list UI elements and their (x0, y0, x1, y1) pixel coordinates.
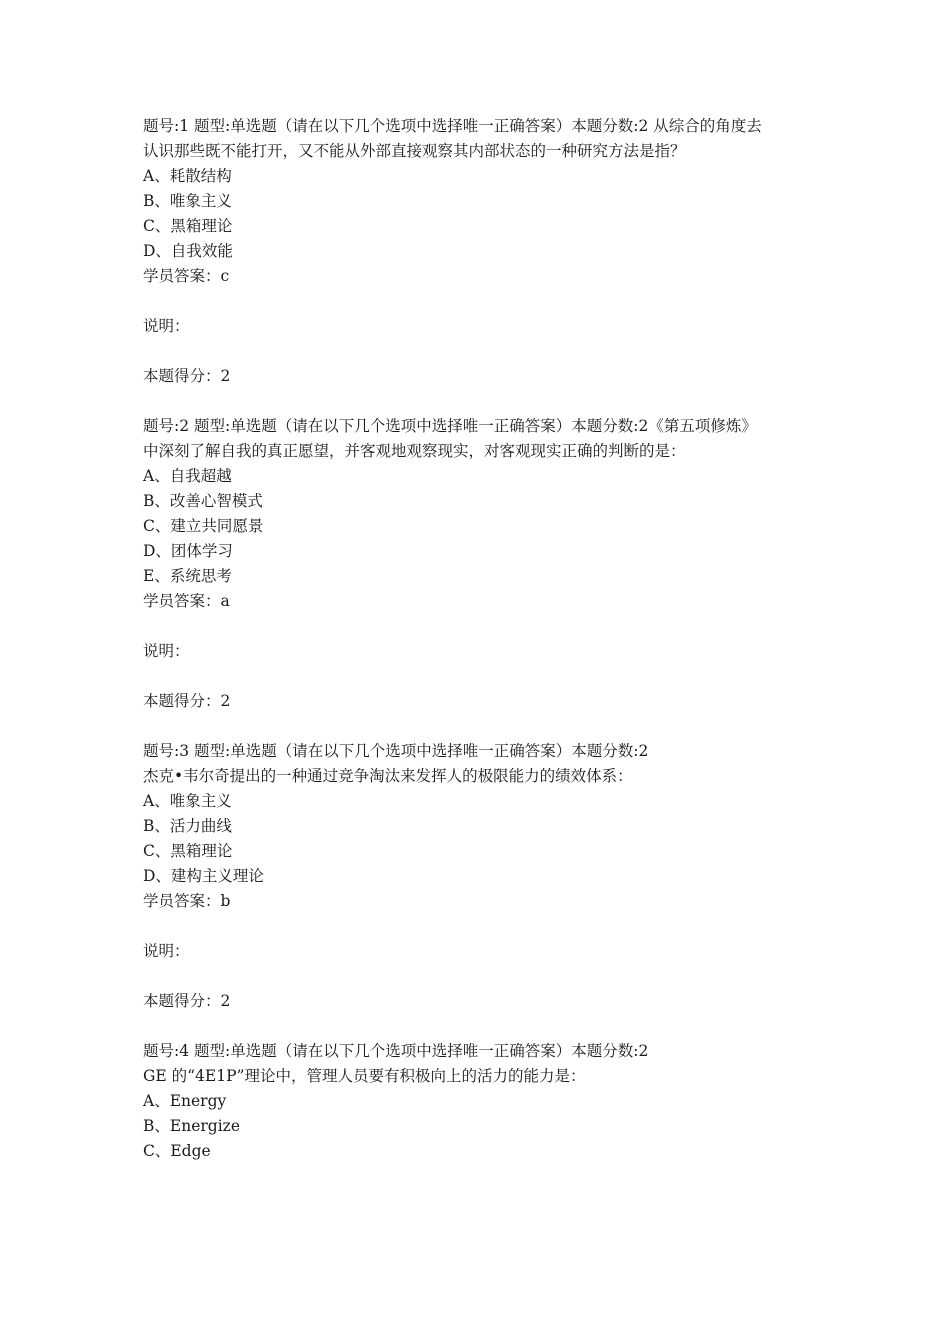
option-b: B、Energize (143, 1117, 240, 1135)
question-score: 本题得分：2 (143, 992, 231, 1010)
question-stem: 中深刻了解自我的真正愿望，并客观地观察现实，对客观现实正确的判断的是： (143, 442, 686, 460)
question-score: 本题得分：2 (143, 692, 231, 710)
student-answer: 学员答案：a (143, 592, 230, 610)
question-score: 本题得分：2 (143, 367, 231, 385)
option-c: C、Edge (143, 1142, 211, 1160)
option-c: C、黑箱理论 (143, 217, 233, 235)
question-header: 题号:4 题型:单选题（请在以下几个选项中选择唯一正确答案）本题分数:2 (143, 1042, 649, 1060)
option-b: B、改善心智模式 (143, 492, 263, 510)
question-4 (143, 1039, 815, 1164)
option-c: C、建立共同愿景 (143, 517, 264, 535)
option-a: A、唯象主义 (143, 792, 232, 810)
question-stem: GE 的“4E1P”理论中，管理人员要有积极向上的活力的能力是： (143, 1067, 586, 1085)
question-header: 题号:1 题型:单选题（请在以下几个选项中选择唯一正确答案）本题分数:2 从综合的角度去 (143, 117, 762, 135)
option-d: D、建构主义理论 (143, 867, 264, 885)
option-a: A、耗散结构 (143, 167, 232, 185)
student-answer: 学员答案：c (143, 267, 230, 285)
option-b: B、活力曲线 (143, 817, 232, 835)
question-header: 题号:3 题型:单选题（请在以下几个选项中选择唯一正确答案）本题分数:2 (143, 742, 649, 760)
question-stem: 杰克•韦尔奇提出的一种通过竞争淘汰来发挥人的极限能力的绩效体系： (143, 767, 633, 785)
explanation-label: 说明： (143, 317, 190, 335)
explanation-label: 说明： (143, 642, 190, 660)
question-2 (143, 414, 815, 739)
option-a: A、自我超越 (143, 467, 232, 485)
explanation-label: 说明： (143, 942, 190, 960)
option-d: D、自我效能 (143, 242, 233, 260)
student-answer: 学员答案：b (143, 892, 231, 910)
option-b: B、唯象主义 (143, 192, 232, 210)
option-a: A、Energy (143, 1092, 227, 1110)
option-e: E、系统思考 (143, 567, 232, 585)
question-header: 题号:2 题型:单选题（请在以下几个选项中选择唯一正确答案）本题分数:2《第五项修炼》 (143, 417, 757, 435)
option-d: D、团体学习 (143, 542, 233, 560)
question-1 (143, 114, 815, 414)
question-stem: 认识那些既不能打开，又不能从外部直接观察其内部状态的一种研究方法是指？ (143, 142, 686, 160)
option-c: C、黑箱理论 (143, 842, 233, 860)
question-3 (143, 739, 815, 1039)
document-page (143, 114, 815, 1164)
